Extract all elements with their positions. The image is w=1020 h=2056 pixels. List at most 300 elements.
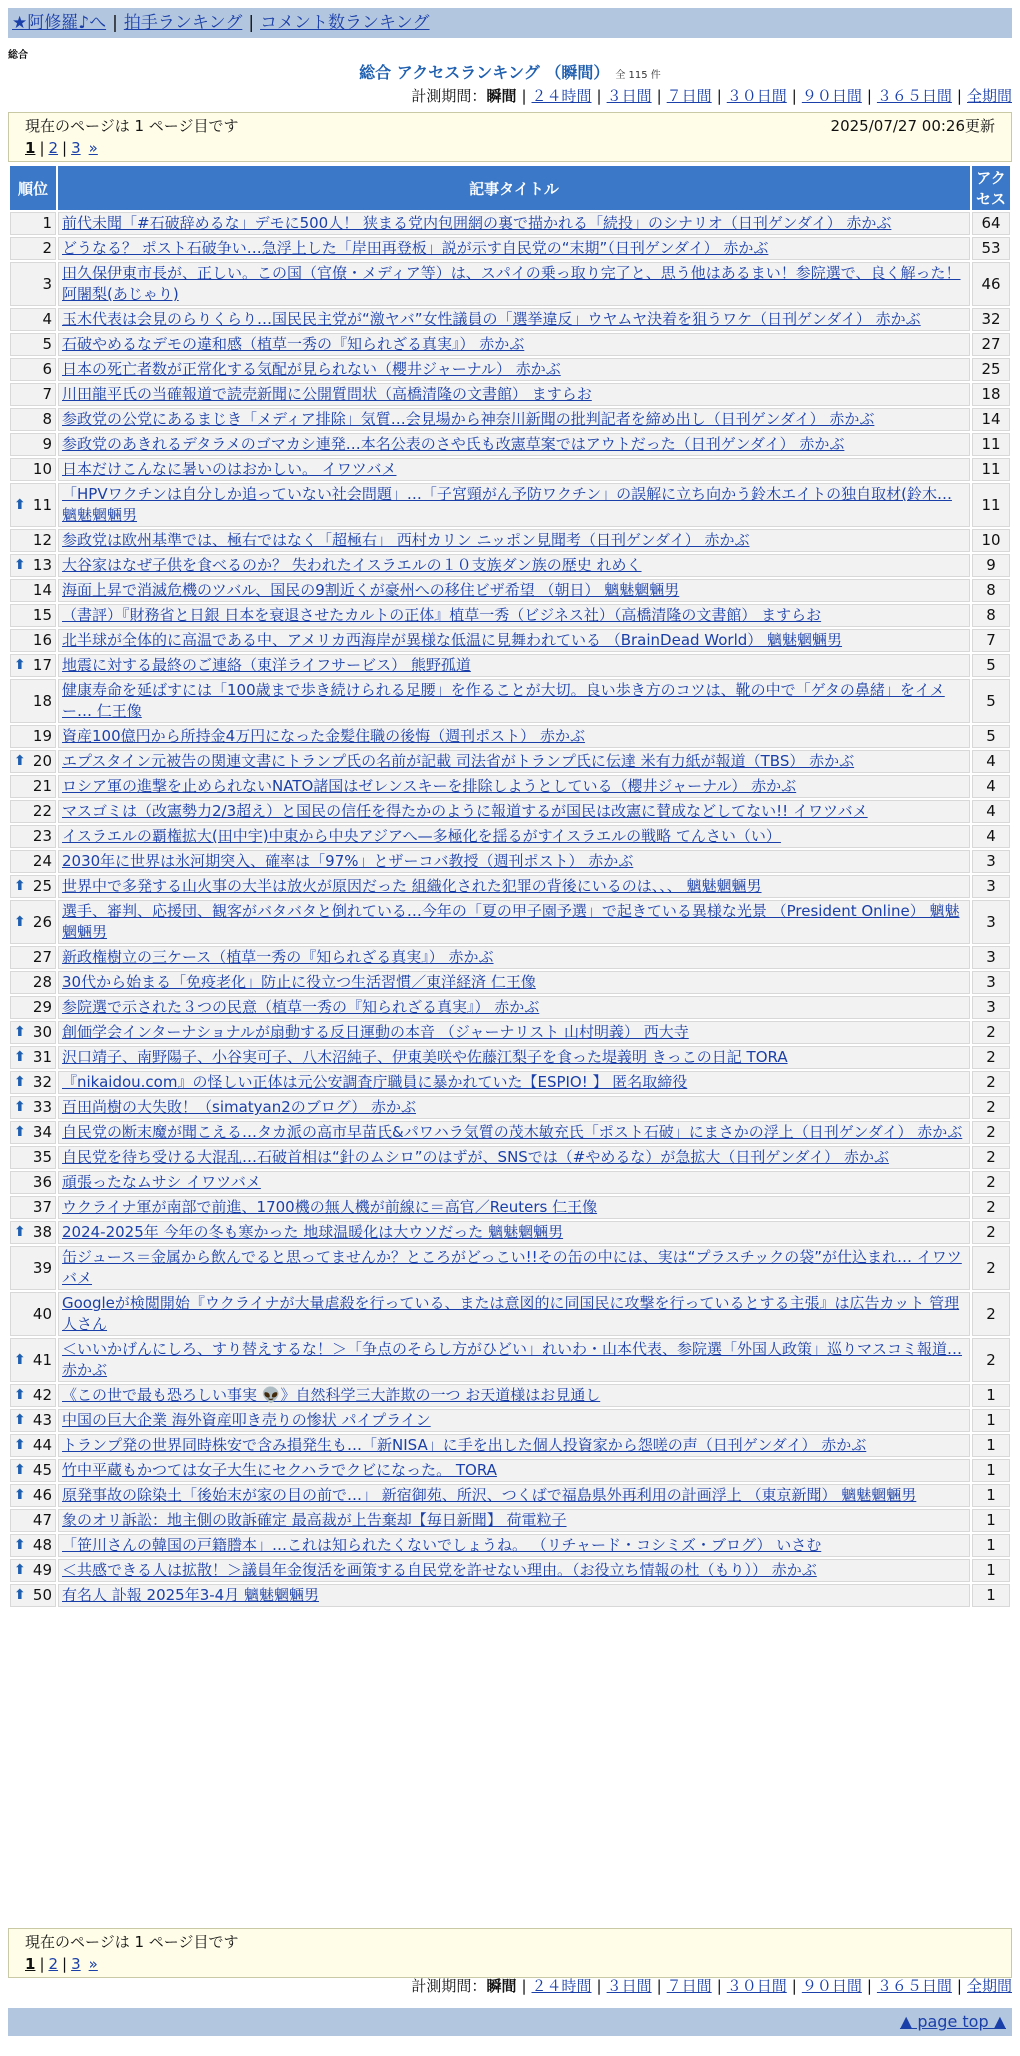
pagination-bottom	[9, 1953, 1011, 1977]
period-option[interactable]: ７日間	[666, 1977, 712, 1995]
table-row	[10, 358, 1010, 381]
title-cell	[58, 212, 970, 235]
title-cell	[58, 1509, 970, 1532]
table-row	[10, 946, 1010, 969]
rank-cell	[10, 554, 56, 577]
article-link[interactable]: 参政党のあきれるデタラメのゴマカシ連発…本名公表のさや氏も改憲草案ではアウトだった（日刊ゲンダイ） 赤かぶ	[62, 435, 845, 453]
rank-up-arrow-icon: ⬆	[14, 1099, 26, 1115]
rank-cell	[10, 333, 56, 356]
period-separator: |	[656, 87, 662, 105]
article-link[interactable]: 《この世で最も恐ろしい事実 👽》自然科学三大詐欺の一つ お天道様はお見通し	[62, 1386, 601, 1404]
title-cell	[58, 629, 970, 652]
rank-up-arrow-icon: ⬆	[14, 1562, 26, 1578]
table-row	[10, 1292, 1010, 1336]
table-row	[10, 1246, 1010, 1290]
rank-up-arrow-icon: ⬆	[14, 1124, 26, 1140]
rank-cell	[10, 875, 56, 898]
rank-cell	[10, 679, 56, 723]
article-link[interactable]: 前代未聞「#石破辞めるな」デモに500人！ 狭まる党内包囲網の裏で描かれる「続投」のシナリオ（日刊ゲンダイ） 赤かぶ	[62, 214, 892, 232]
table-row	[10, 1459, 1010, 1482]
rank-cell	[10, 750, 56, 773]
access-count: 64	[972, 212, 1010, 235]
access-count: 3	[972, 971, 1010, 994]
article-link[interactable]: 参院選で示された３つの民意（植草一秀の『知られざる真実』） 赤かぶ	[62, 998, 540, 1016]
rank-number: 42	[32, 1386, 52, 1404]
title-cell	[58, 1384, 970, 1407]
period-option[interactable]: 全期間	[966, 1977, 1012, 1995]
rank-cell	[10, 900, 56, 944]
period-separator: |	[716, 1977, 722, 1995]
rank-number: 19	[32, 727, 52, 745]
title-cell	[58, 1338, 970, 1382]
table-row	[10, 1021, 1010, 1044]
rank-number: 14	[32, 581, 52, 599]
rank-number: 45	[32, 1461, 52, 1479]
article-link[interactable]: 選手、審判、応援団、観客がバタバタと倒れている…今年の「夏の甲子園予選」で起きている異様な光景 （President Online） 魑魅魍魎男	[62, 902, 960, 941]
rank-cell	[10, 1071, 56, 1094]
period-option: 瞬間	[486, 1977, 517, 1995]
article-link[interactable]: ＜共感できる人は拡散！＞議員年金復活を画策する自民党を許せない理由。（お役立ち情報の杜（もり）） 赤かぶ	[62, 1561, 817, 1579]
page-link[interactable]: 2	[48, 139, 59, 157]
rank-cell	[10, 1459, 56, 1482]
rank-number: 4	[42, 310, 52, 328]
period-option[interactable]: ２４時間	[531, 87, 592, 105]
page-top-link[interactable]: ▲ page top ▲	[899, 2012, 1006, 2031]
article-link[interactable]: 30代から始まる「免疫老化」防止に役立つ生活習慣／東洋経済 仁王像	[62, 973, 536, 991]
access-count: 2	[972, 1146, 1010, 1169]
table-row	[10, 433, 1010, 456]
table-row	[10, 212, 1010, 235]
title-cell	[58, 679, 970, 723]
rank-cell	[10, 654, 56, 677]
title-cell	[58, 946, 970, 969]
rank-number: 21	[32, 777, 52, 795]
period-separator: |	[596, 87, 602, 105]
access-count: 2	[972, 1071, 1010, 1094]
article-link[interactable]: マスゴミは（改憲勢力2/3超え）と国民の信任を得たかのように報道するが国民は改憲に賛成などしてない!! イワツバメ	[62, 802, 868, 820]
rank-cell	[10, 1509, 56, 1532]
article-link[interactable]: 有名人 訃報 2025年3-4月 魑魅魍魎男	[62, 1586, 319, 1604]
rank-cell	[10, 383, 56, 406]
rank-cell	[10, 1021, 56, 1044]
rank-cell	[10, 850, 56, 873]
article-link[interactable]: 参政党は欧州基準では、極右ではなく「超極右」 西村カリン ニッポン見聞考（日刊ゲンダイ） 赤かぶ	[62, 531, 750, 549]
access-count: 4	[972, 825, 1010, 848]
title-cell	[58, 1171, 970, 1194]
rank-up-arrow-icon: ⬆	[14, 1387, 26, 1403]
rank-cell	[10, 1434, 56, 1457]
article-link[interactable]: トランプ発の世界同時株安で含み損発生も…「新NISA」に手を出した個人投資家から怨嗟の声（日刊ゲンダイ） 赤かぶ	[62, 1436, 867, 1454]
table-row	[10, 237, 1010, 260]
rank-cell	[10, 725, 56, 748]
rank-up-arrow-icon: ⬆	[14, 1437, 26, 1453]
access-count: 1	[972, 1484, 1010, 1507]
table-row	[10, 775, 1010, 798]
article-link[interactable]: 日本の死亡者数が正常化する気配が見られない（櫻井ジャーナル） 赤かぶ	[62, 360, 561, 378]
access-count: 1	[972, 1584, 1010, 1607]
next-page-link[interactable]: »	[88, 139, 98, 157]
access-count: 5	[972, 725, 1010, 748]
access-count: 5	[972, 654, 1010, 677]
rank-cell	[10, 483, 56, 527]
access-count: 32	[972, 308, 1010, 331]
article-link[interactable]: ＜いいかげんにしろ、すり替えするな！＞「争点のそらし方がひどい」れいわ・山本代表、参院選「外国人政策」巡りマスコミ報道… 赤かぶ	[62, 1340, 963, 1379]
top-nav-bar: ★阿修羅♪へ | 拍手ランキング | コメント数ランキング	[8, 8, 1012, 38]
access-count: 18	[972, 383, 1010, 406]
rank-up-arrow-icon: ⬆	[14, 657, 26, 673]
rank-cell	[10, 358, 56, 381]
title-cell	[58, 333, 970, 356]
title-cell	[58, 383, 970, 406]
article-link[interactable]: Googleが検閲開始『ウクライナが大量虐殺を行っている、または意図的に同国民に攻撃を行っているとする主張』は広告カット 管理人さん	[62, 1294, 960, 1333]
rank-cell	[10, 1221, 56, 1244]
title-cell	[58, 1246, 970, 1290]
access-count: 3	[972, 996, 1010, 1019]
rank-up-arrow-icon: ⬆	[14, 496, 26, 513]
table-row	[10, 1409, 1010, 1432]
rank-cell	[10, 262, 56, 306]
period-option[interactable]: ３０日間	[726, 87, 787, 105]
access-count: 1	[972, 1459, 1010, 1482]
rank-number: 50	[32, 1586, 52, 1604]
access-count: 53	[972, 237, 1010, 260]
page-link[interactable]: 3	[71, 1955, 81, 1973]
access-count: 3	[972, 900, 1010, 944]
title-cell	[58, 408, 970, 431]
table-row	[10, 604, 1010, 627]
period-option[interactable]: 全期間	[966, 87, 1012, 105]
table-row	[10, 1221, 1010, 1244]
clap-ranking-link[interactable]: 拍手ランキング	[123, 13, 243, 33]
title-cell	[58, 604, 970, 627]
article-link[interactable]: 玉木代表は会見のらりくらり…国民民主党が“激ヤバ”女性議員の「選挙違反」ウヤムヤ決着を狙うワケ（日刊ゲンダイ） 赤かぶ	[62, 310, 921, 328]
access-count: 11	[972, 433, 1010, 456]
period-option[interactable]: ７日間	[666, 87, 712, 105]
period-option[interactable]: ３０日間	[726, 1977, 787, 1995]
title-cell	[58, 1071, 970, 1094]
table-row	[10, 996, 1010, 1019]
access-count: 2	[972, 1246, 1010, 1290]
period-option[interactable]: ３６５日間	[876, 87, 952, 105]
rank-up-arrow-icon: ⬆	[14, 753, 26, 769]
access-count: 4	[972, 775, 1010, 798]
title-cell	[58, 262, 970, 306]
access-count: 46	[972, 262, 1010, 306]
access-count: 14	[972, 408, 1010, 431]
rank-number: 1	[42, 214, 52, 232]
title-cell	[58, 725, 970, 748]
article-link[interactable]: 原発事故の除染土「後始末が家の目の前で…」 新宿御苑、所沢、つくばで福島県外再利用の計画浮上 （東京新聞） 魑魅魍魎男	[62, 1486, 917, 1504]
rank-cell	[10, 775, 56, 798]
title-cell	[58, 971, 970, 994]
rank-cell	[10, 1246, 56, 1290]
rank-number: 17	[32, 656, 52, 674]
rank-cell	[10, 458, 56, 481]
page-info-top	[8, 112, 1012, 162]
table-row	[10, 483, 1010, 527]
access-count: 27	[972, 333, 1010, 356]
rank-number: 29	[32, 998, 52, 1016]
rank-up-arrow-icon: ⬆	[14, 557, 26, 573]
article-link[interactable]: 田久保伊東市長が、正しい。この国（官僚・メディア等）は、スパイの乗っ取り完了と、思う他はあるまい！参院選で、良く解った！ 阿闍梨(あじゃり)	[62, 264, 961, 303]
rank-number: 25	[32, 877, 52, 895]
rank-number: 32	[32, 1073, 52, 1091]
rank-number: 40	[32, 1304, 52, 1323]
article-link[interactable]: （書評）『財務省と日銀 日本を衰退させたカルトの正体』植草一秀（ビジネス社）（高橋清隆の文書館） ますらお	[62, 606, 822, 624]
title-cell	[58, 1221, 970, 1244]
access-count: 1	[972, 1559, 1010, 1582]
article-link[interactable]: 「HPVワクチンは自分しか追っていない社会問題」…「子宮頸がん予防ワクチン」の誤解に立ち向かう鈴木エイトの独自取材(鈴木… 魑魅魍魎男	[62, 485, 952, 524]
title-cell	[58, 1409, 970, 1432]
period-option[interactable]: ３日間	[606, 1977, 652, 1995]
article-link[interactable]: 中国の巨大企業 海外資産叩き売りの惨状 パイプライン	[62, 1411, 431, 1429]
rank-number: 44	[32, 1436, 52, 1454]
article-link[interactable]: 頑張ったなムサシ イワツバメ	[62, 1173, 261, 1191]
rank-cell	[10, 1096, 56, 1119]
article-link[interactable]: 大谷家はなぜ子供を食べるのか？ 失われたイスラエルの１０支族ダン族の歴史 れめく	[62, 556, 642, 574]
page-info-bottom	[8, 1928, 1012, 1978]
article-link[interactable]: エプスタイン元被告の関連文書にトランプ氏の名前が記載 司法省がトランプ氏に伝達 米有力紙が報道（TBS） 赤かぶ	[62, 752, 855, 770]
table-row	[10, 800, 1010, 823]
title-cell	[58, 800, 970, 823]
title-cell	[58, 850, 970, 873]
article-link[interactable]: 健康寿命を延ばすには「100歳まで歩き続けられる足腰」を作ることが大切。良い歩き方のコツは、靴の中で「ゲタの鼻緒」をイメー… 仁王像	[62, 681, 945, 720]
rank-number: 47	[32, 1511, 52, 1529]
rank-cell	[10, 1171, 56, 1194]
article-link[interactable]: 参政党の公党にあるまじき「メディア排除」気質…会見場から神奈川新聞の批判記者を締め出し（日刊ゲンダイ） 赤かぶ	[62, 410, 875, 428]
article-link[interactable]: 自民党の断末魔が聞こえる…タカ派の高市早苗氏&パワハラ気質の茂木敏充氏「ポスト石破」にまさかの浮上（日刊ゲンダイ） 赤かぶ	[62, 1123, 963, 1141]
period-separator: |	[956, 1977, 962, 1995]
rank-cell	[10, 433, 56, 456]
rank-cell	[10, 996, 56, 1019]
article-link[interactable]: 沢口靖子、南野陽子、小谷実可子、八木沼純子、伊東美咲や佐藤江梨子を食った堤義明 きっこの日記 TORA	[62, 1048, 788, 1066]
article-link[interactable]: 資産100億円から所持金4万円になった金髪住職の後悔（週刊ポスト） 赤かぶ	[62, 727, 585, 745]
rank-number: 13	[32, 556, 52, 574]
access-count: 1	[972, 1534, 1010, 1557]
rank-number: 49	[32, 1561, 52, 1579]
rank-cell	[10, 212, 56, 235]
article-link[interactable]: どうなる？ ポスト石破争い…急浮上した「岸田再登板」説が示す自民党の“末期”（日刊ゲンダイ） 赤かぶ	[62, 239, 769, 257]
updated-time: 2025/07/27 00:26更新	[830, 117, 995, 135]
rank-up-arrow-icon: ⬆	[14, 1587, 26, 1603]
title-cell	[58, 433, 970, 456]
article-link[interactable]: 北半球が全体的に高温である中、アメリカ西海岸が異様な低温に見舞われている （BrainDead World） 魑魅魍魎男	[62, 631, 843, 649]
title-cell	[58, 529, 970, 552]
rank-cell	[10, 529, 56, 552]
rank-number: 3	[42, 274, 52, 293]
title-cell	[58, 775, 970, 798]
title-cell	[58, 750, 970, 773]
table-row	[10, 1071, 1010, 1094]
access-count: 4	[972, 800, 1010, 823]
access-count: 10	[972, 529, 1010, 552]
access-count: 5	[972, 679, 1010, 723]
title-cell	[58, 996, 970, 1019]
table-row	[10, 825, 1010, 848]
home-link[interactable]: ★阿修羅♪へ	[12, 13, 107, 33]
period-label: 計測期間：	[411, 1977, 487, 1995]
rank-cell	[10, 800, 56, 823]
page-link: 1	[25, 139, 36, 157]
access-count: 2	[972, 1171, 1010, 1194]
rank-number: 46	[32, 1486, 52, 1504]
period-separator: |	[866, 87, 872, 105]
article-link[interactable]: 石破やめるなデモの違和感（植草一秀の『知られざる真実』） 赤かぶ	[62, 335, 525, 353]
table-row	[10, 1121, 1010, 1144]
access-count: 2	[972, 1196, 1010, 1219]
period-label: 計測期間：	[411, 87, 487, 105]
next-page-link[interactable]: »	[88, 1955, 98, 1973]
article-link[interactable]: 竹中平蔵もかつては女子大生にセクハラでクビになった。 TORA	[62, 1461, 497, 1479]
rank-number: 10	[32, 460, 52, 478]
article-link[interactable]: 2024-2025年 今年の冬も寒かった 地球温暖化は大ウソだった 魑魅魍魎男	[62, 1223, 564, 1241]
page-link[interactable]: 2	[48, 1955, 59, 1973]
period-option[interactable]: ３日間	[606, 87, 652, 105]
article-link[interactable]: ウクライナ軍が南部で前進、1700機の無人機が前線に＝高官／Reuters 仁王像	[62, 1198, 598, 1216]
article-link[interactable]: ロシア軍の進撃を止められないNATO諸国はゼレンスキーを排除しようとしている（櫻井ジャーナル） 赤かぶ	[62, 777, 797, 795]
rank-up-arrow-icon: ⬆	[14, 1412, 26, 1428]
rank-up-arrow-icon: ⬆	[14, 1351, 26, 1368]
period-separator: |	[866, 1977, 872, 1995]
rank-number: 23	[32, 827, 52, 845]
col-header-access: アクセス	[972, 166, 1010, 210]
period-separator: |	[716, 87, 722, 105]
rank-cell	[10, 1409, 56, 1432]
page-link[interactable]: 3	[71, 139, 81, 157]
table-row	[10, 554, 1010, 577]
rank-number: 12	[32, 531, 52, 549]
access-count: 11	[972, 483, 1010, 527]
article-link[interactable]: 缶ジュース＝金属から飲んでると思ってませんか？ところがどっこい!!その缶の中には、実は“プラスチックの袋”が仕込まれ… イワツバメ	[62, 1248, 962, 1287]
article-link[interactable]: 象のオリ訴訟：地主側の敗訴確定 最高裁が上告棄却【毎日新聞】 荷電粒子	[62, 1511, 567, 1529]
period-selector-bottom	[411, 1976, 1012, 1996]
rank-up-arrow-icon: ⬆	[14, 1024, 26, 1040]
page-separator: |	[39, 1955, 45, 1973]
table-row	[10, 1434, 1010, 1457]
period-separator: |	[596, 1977, 602, 1995]
rank-number: 5	[42, 335, 52, 353]
title-cell	[58, 1459, 970, 1482]
rank-number: 8	[42, 410, 52, 428]
ranking-body	[10, 212, 1010, 1607]
rank-cell	[10, 629, 56, 652]
period-option[interactable]: ３６５日間	[876, 1977, 952, 1995]
page-separator: |	[62, 1955, 68, 1973]
title-cell	[58, 554, 970, 577]
rank-cell	[10, 1046, 56, 1069]
period-separator: |	[521, 1977, 527, 1995]
article-link[interactable]: 地震に対する最終のご連絡（東洋ライフサービス） 熊野孤道	[62, 656, 471, 674]
rank-cell	[10, 1292, 56, 1336]
rank-cell	[10, 1534, 56, 1557]
rank-up-arrow-icon: ⬆	[14, 1074, 26, 1090]
title-cell	[58, 825, 970, 848]
title-cell	[58, 1584, 970, 1607]
period-option[interactable]: ９０日間	[801, 1977, 862, 1995]
title-cell	[58, 654, 970, 677]
table-row	[10, 1509, 1010, 1532]
article-link[interactable]: 海面上昇で消滅危機のツバル、国民の9割近くが豪州への移住ビザ希望 （朝日） 魑魅魍魎男	[62, 581, 680, 599]
period-option[interactable]: ２４時間	[531, 1977, 592, 1995]
period-separator: |	[791, 1977, 797, 1995]
rank-number: 9	[42, 435, 52, 453]
rank-up-arrow-icon: ⬆	[14, 1487, 26, 1503]
rank-cell	[10, 1584, 56, 1607]
access-count: 3	[972, 850, 1010, 873]
article-link[interactable]: イスラエルの覇権拡大(田中宇)中東から中央アジアへ—多極化を揺るがすイスラエルの戦略 てんさい（い）	[62, 827, 781, 845]
article-link[interactable]: 創価学会インターナショナルが扇動する反日運動の本音 （ジャーナリスト 山村明義） 西大寺	[62, 1023, 689, 1041]
rank-cell	[10, 825, 56, 848]
rank-cell	[10, 1121, 56, 1144]
pagination-top	[9, 137, 1011, 161]
rank-cell	[10, 408, 56, 431]
rank-cell	[10, 946, 56, 969]
section-label: 総合	[8, 50, 28, 61]
access-count: 2	[972, 1121, 1010, 1144]
rank-number: 15	[32, 606, 52, 624]
rank-number: 30	[32, 1023, 52, 1041]
period-option[interactable]: ９０日間	[801, 87, 862, 105]
rank-number: 26	[32, 912, 52, 931]
title-cell	[58, 1534, 970, 1557]
col-header-title: 記事タイトル	[58, 166, 970, 210]
access-count: 7	[972, 629, 1010, 652]
table-row	[10, 1171, 1010, 1194]
article-link[interactable]: 世界中で多発する山火事の大半は放火が原因だった 組織化された犯罪の背後にいるのは、、、 魑魅魍魎男	[62, 877, 762, 895]
rank-number: 33	[32, 1098, 52, 1116]
rank-cell	[10, 1484, 56, 1507]
current-page-text-bottom: 現在のページは 1 ページ目です	[25, 1933, 239, 1951]
period-separator: |	[656, 1977, 662, 1995]
access-count: 2	[972, 1021, 1010, 1044]
rank-cell	[10, 971, 56, 994]
title-cell	[58, 483, 970, 527]
title-cell	[58, 1559, 970, 1582]
access-count: 2	[972, 1046, 1010, 1069]
rank-number: 37	[32, 1198, 52, 1216]
rank-number: 6	[42, 360, 52, 378]
table-row	[10, 679, 1010, 723]
article-link[interactable]: 百田尚樹の大失敗！（simatyan2のブログ） 赤かぶ	[62, 1098, 417, 1116]
article-link[interactable]: 『nikaidou.com』の怪しい正体は元公安調査庁職員に暴かれていた【ESPIO! 】 匿名取締役	[62, 1073, 688, 1091]
comment-ranking-link[interactable]: コメント数ランキング	[260, 13, 430, 33]
access-count: 25	[972, 358, 1010, 381]
table-row	[10, 1338, 1010, 1382]
title-cell	[58, 1196, 970, 1219]
article-link[interactable]: 自民党を待ち受ける大混乱…石破首相は“針のムシロ”のはずが、SNSでは（#やめるな）が急拡大（日刊ゲンダイ） 赤かぶ	[62, 1148, 889, 1166]
access-count: 1	[972, 1384, 1010, 1407]
table-row	[10, 750, 1010, 773]
access-count: 1	[972, 1409, 1010, 1432]
rank-number: 24	[32, 852, 52, 870]
article-link[interactable]: 2030年に世界は氷河期突入、確率は「97%」とザーコバ教授（週刊ポスト） 赤かぶ	[62, 852, 634, 870]
article-link[interactable]: 「笹川さんの韓国の戸籍謄本」…これは知られたくないでしょうね。 （リチャード・コシミズ・ブログ） いさむ	[62, 1536, 822, 1554]
rank-cell	[10, 1338, 56, 1382]
table-row	[10, 529, 1010, 552]
access-count: 2	[972, 1221, 1010, 1244]
access-count: 8	[972, 579, 1010, 602]
table-row	[10, 900, 1010, 944]
col-header-rank: 順位	[10, 166, 56, 210]
table-row	[10, 971, 1010, 994]
table-row	[10, 1484, 1010, 1507]
article-link[interactable]: 新政権樹立の三ケース（植草一秀の『知られざる真実』） 赤かぶ	[62, 948, 494, 966]
rank-number: 28	[32, 973, 52, 991]
article-link[interactable]: 日本だけこんなに暑いのはおかしい。 イワツバメ	[62, 460, 397, 478]
article-link[interactable]: 川田龍平氏の当確報道で読売新聞に公開質問状（高橋清隆の文書館） ますらお	[62, 385, 592, 403]
table-row	[10, 629, 1010, 652]
period-option: 瞬間	[486, 87, 517, 105]
